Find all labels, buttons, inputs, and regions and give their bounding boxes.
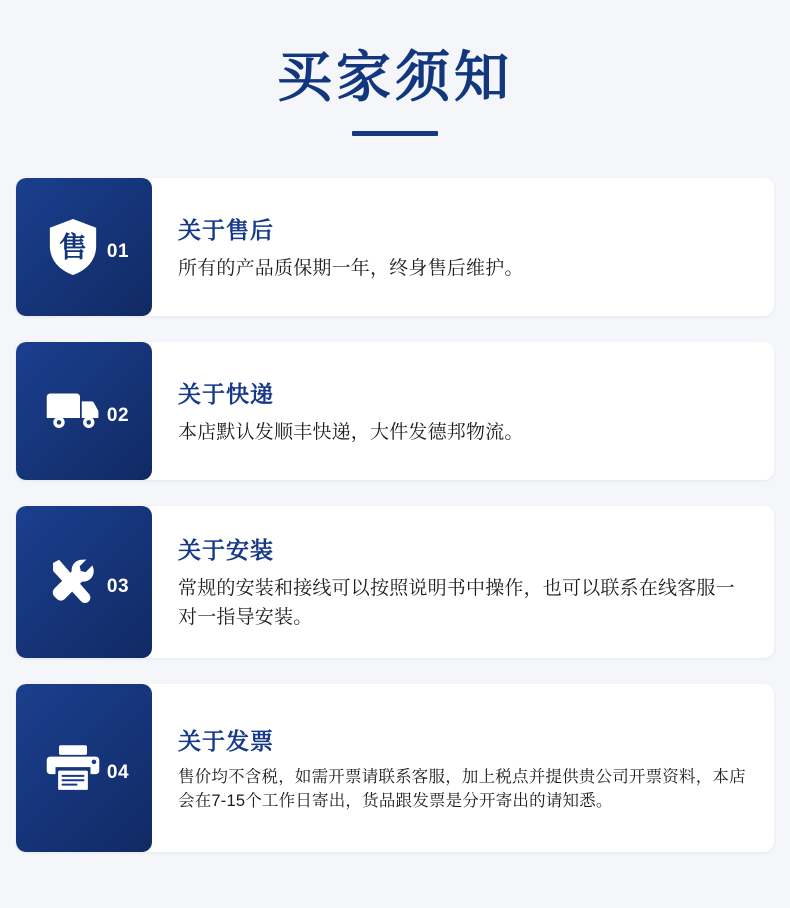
- card-text-02: 本店默认发顺丰快递，大件发德邦物流。: [178, 421, 524, 443]
- card-number-01: 01: [106, 241, 130, 263]
- card-text-01: 所有的产品质保期一年，终身售后维护。: [178, 257, 524, 279]
- printer-icon: [45, 740, 101, 796]
- notice-card-shipping: [16, 342, 774, 480]
- card-body-04: [152, 684, 774, 852]
- card-body-02: [152, 342, 774, 480]
- svg-text:售: 售: [58, 231, 87, 263]
- card-text-04: 售价均不含税，如需开票请联系客服，加上税点并提供贵公司开票资料，本店会在7-15个工作日寄出，货品跟发票是分开寄出的请知悉。: [178, 767, 746, 810]
- card-body-01: [152, 178, 774, 316]
- notice-card-list: [0, 178, 790, 852]
- page-title: 买家须知: [276, 46, 513, 108]
- notice-card-invoice: [16, 684, 774, 852]
- card-title-04: 关于发票: [178, 727, 274, 754]
- card-title-01: 关于售后: [178, 216, 274, 243]
- card-title-02: 关于快递: [178, 380, 274, 407]
- card-badge-04: [16, 684, 152, 852]
- notice-card-installation: [16, 506, 774, 658]
- title-underline-divider: [352, 131, 438, 136]
- card-body-03: [152, 506, 774, 658]
- truck-icon: [45, 383, 101, 439]
- card-number-02: 02: [106, 405, 130, 427]
- card-number-03: 03: [106, 576, 130, 598]
- card-badge-03: [16, 506, 152, 658]
- card-badge-02: [16, 342, 152, 480]
- shield-shou-icon: [45, 219, 101, 275]
- notice-card-after-sales: [16, 178, 774, 316]
- card-number-04: 04: [106, 762, 130, 784]
- card-title-03: 关于安装: [178, 537, 274, 564]
- card-text-03: 常规的安装和接线可以按照说明书中操作，也可以联系在线客服一对一指导安装。: [178, 578, 735, 628]
- wrench-screwdriver-icon: [45, 554, 101, 610]
- card-badge-01: [16, 178, 152, 316]
- page-header: [0, 0, 790, 136]
